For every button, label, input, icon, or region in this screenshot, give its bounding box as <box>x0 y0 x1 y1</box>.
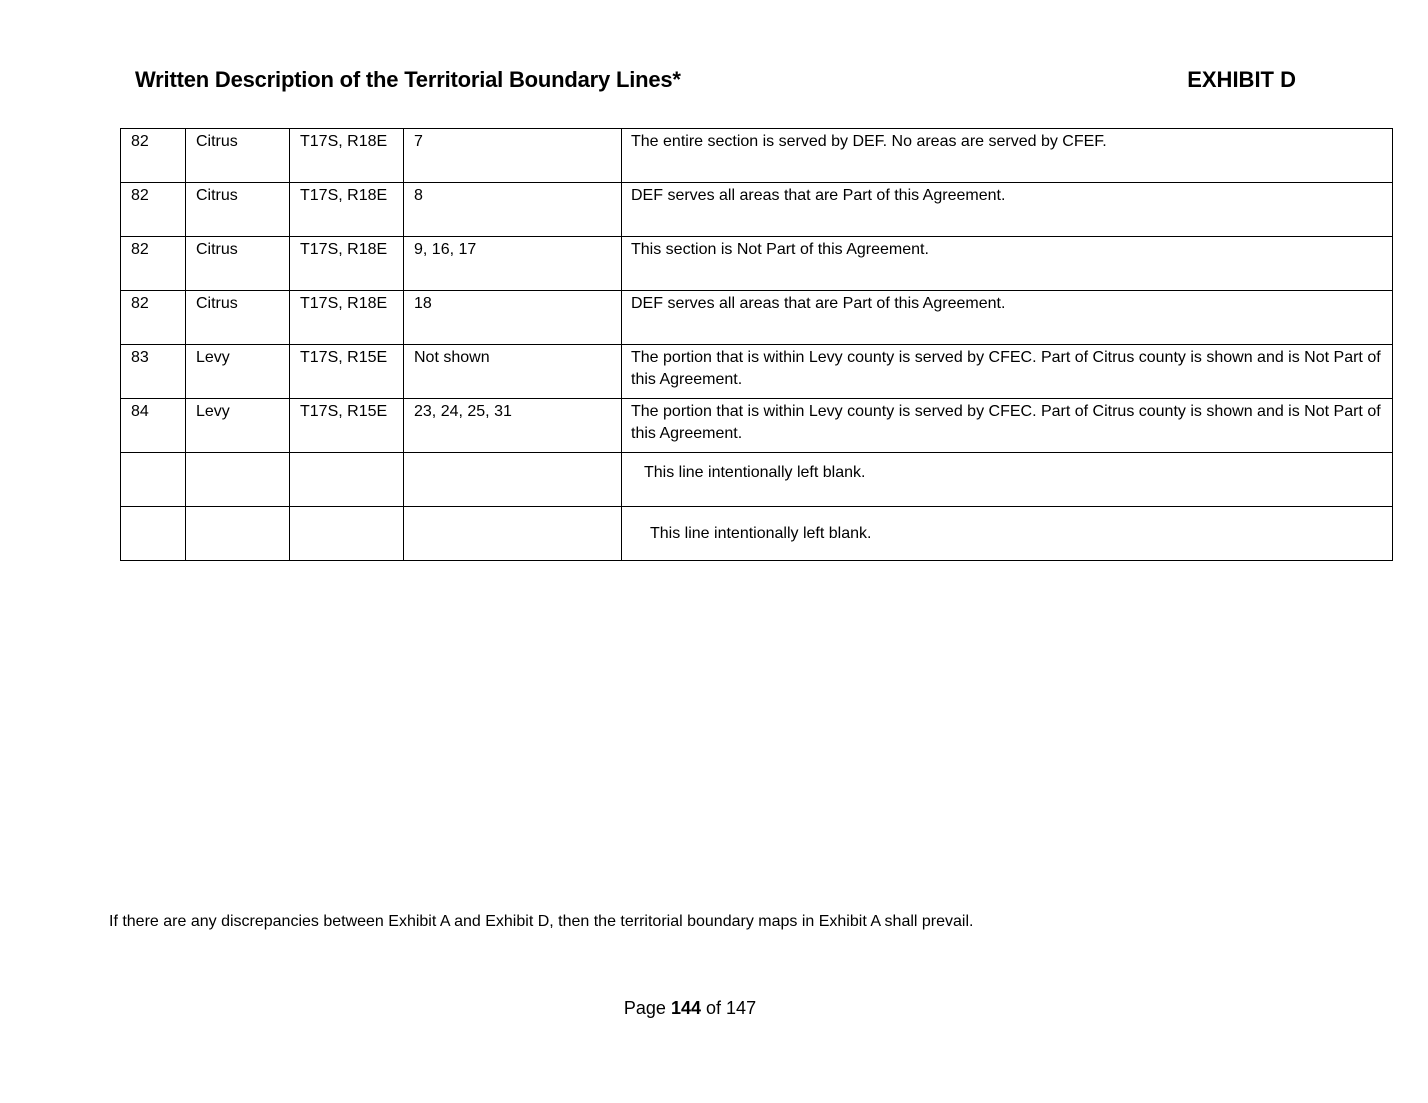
table-row <box>121 237 1393 291</box>
township-range-cell: T17S, R15E <box>290 345 404 399</box>
map-cell: 82 <box>121 129 186 183</box>
description-cell: This line intentionally left blank. <box>622 453 1393 507</box>
county-cell <box>186 507 290 561</box>
boundary-table <box>120 128 1393 561</box>
map-cell <box>121 453 186 507</box>
township-range-cell: T17S, R18E <box>290 291 404 345</box>
county-cell: Citrus <box>186 237 290 291</box>
sections-cell <box>404 507 622 561</box>
township-range-cell: T17S, R18E <box>290 183 404 237</box>
description-cell: DEF serves all areas that are Part of this Agreement. <box>622 291 1393 345</box>
page-number <box>0 998 1380 1019</box>
township-range-cell <box>290 507 404 561</box>
table-row <box>121 453 1393 507</box>
table-row <box>121 129 1393 183</box>
map-cell <box>121 507 186 561</box>
document-title: Written Description of the Territorial Boundary Lines* <box>135 67 681 92</box>
description-cell: This section is Not Part of this Agreement. <box>622 237 1393 291</box>
table-row <box>121 183 1393 237</box>
discrepancy-footnote: If there are any discrepancies between Exhibit A and Exhibit D, then the territorial boundary maps in Exhibit A shall prevail. <box>109 913 974 930</box>
map-cell: 82 <box>121 183 186 237</box>
township-range-cell: T17S, R15E <box>290 399 404 453</box>
sections-cell: 7 <box>404 129 622 183</box>
township-range-cell: T17S, R18E <box>290 237 404 291</box>
page-total: 147 <box>726 998 757 1018</box>
sections-cell: 23, 24, 25, 31 <box>404 399 622 453</box>
sections-cell: 9, 16, 17 <box>404 237 622 291</box>
description-cell: The entire section is served by DEF. No areas are served by CFEF. <box>622 129 1393 183</box>
county-cell: Levy <box>186 399 290 453</box>
table-row <box>121 399 1393 453</box>
township-range-cell <box>290 453 404 507</box>
map-cell: 83 <box>121 345 186 399</box>
township-range-cell: T17S, R18E <box>290 129 404 183</box>
county-cell: Citrus <box>186 129 290 183</box>
table-row <box>121 291 1393 345</box>
page-current: 144 <box>670 998 701 1018</box>
county-cell <box>186 453 290 507</box>
exhibit-label: EXHIBIT D <box>1187 67 1296 92</box>
county-cell: Levy <box>186 345 290 399</box>
map-cell: 82 <box>121 291 186 345</box>
description-cell: The portion that is within Levy county is served by CFEC. Part of Citrus county is shown and is Not Part of this Agreement. <box>622 399 1393 453</box>
county-cell: Citrus <box>186 183 290 237</box>
page-prefix: Page <box>623 998 666 1018</box>
map-cell: 82 <box>121 237 186 291</box>
sections-cell: 18 <box>404 291 622 345</box>
description-cell: This line intentionally left blank. <box>622 507 1393 561</box>
description-cell: The portion that is within Levy county is served by CFEC. Part of Citrus county is shown and is Not Part of this Agreement. <box>622 345 1393 399</box>
description-cell: DEF serves all areas that are Part of this Agreement. <box>622 183 1393 237</box>
table-row <box>121 345 1393 399</box>
table-row <box>121 507 1393 561</box>
county-cell: Citrus <box>186 291 290 345</box>
sections-cell: Not shown <box>404 345 622 399</box>
sections-cell <box>404 453 622 507</box>
sections-cell: 8 <box>404 183 622 237</box>
page-of: of <box>706 998 722 1018</box>
map-cell: 84 <box>121 399 186 453</box>
